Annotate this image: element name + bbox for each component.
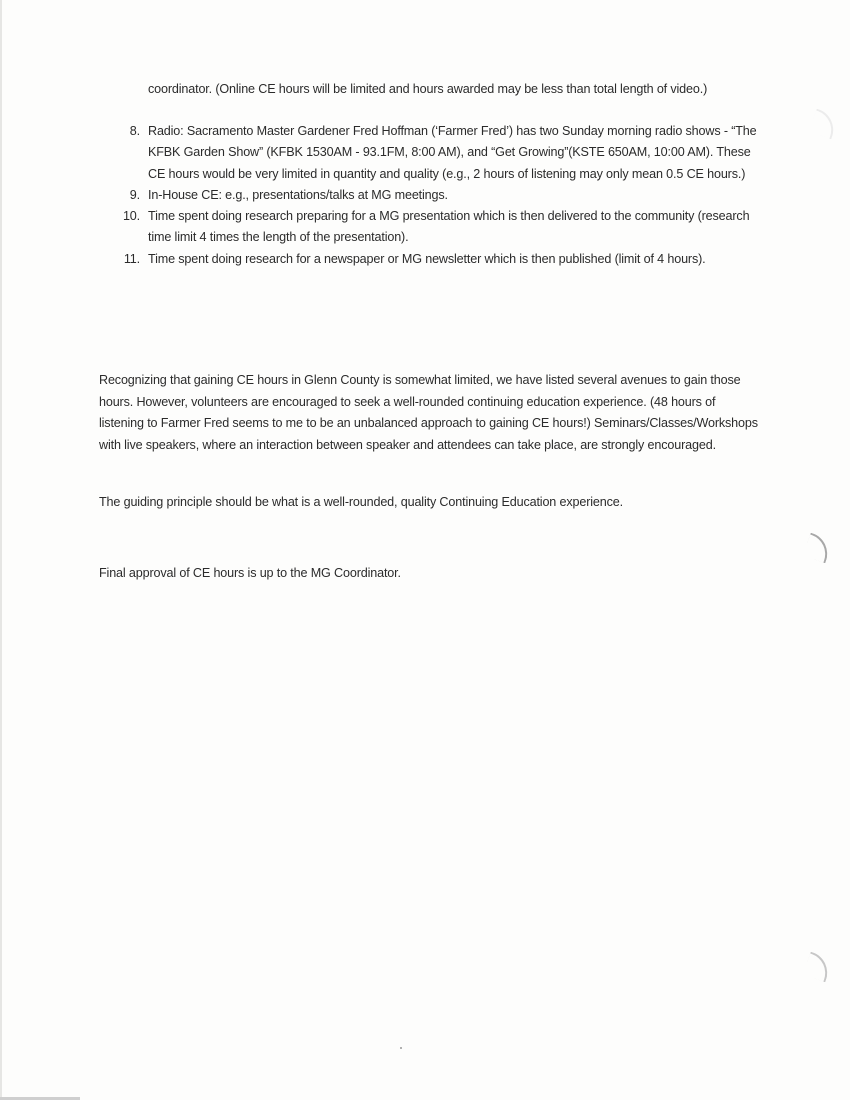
list-item [100,249,760,270]
scan-edge [0,0,2,1100]
punch-hole-mark [803,952,834,983]
list-number: 9. [129,187,140,202]
list-text: In-House CE: e.g., presentations/talks at MG meetings. [148,187,448,202]
paragraph-final-approval: Final approval of CE hours is up to the MG Coordinator. [99,566,401,580]
paragraph-recognizing: Recognizing that gaining CE hours in Glenn County is somewhat limited, we have listed several avenues to gain those hours. However, volunteers are encouraged to seek a well-rounded continuing education experience. (48 hours of listening to Farmer Fred seems to me to be an unbalanced approach to gaining CE hours!) Seminars/Classes/Workshops with live speakers, where an interaction between speaker and attendees can take place, are strongly encouraged. [99,373,758,452]
list-item [100,185,760,206]
list-text: Time spent doing research preparing for a MG presentation which is then delivered to the community (research time limit 4 times the length of the presentation). [148,209,750,245]
list-item [100,206,760,249]
list-text: Radio: Sacramento Master Gardener Fred Hoffman (‘Farmer Fred’) has two Sunday morning radio shows - “The KFBK Garden Show” (KFBK 1530AM - 93.1FM, 8:00 AM), and “Get Growing”(KSTE 650AM, 10:00 AM). These CE hours would be very limited in quantity and quality (e.g., 2 hours of listening may only mean 0.5 CE hours.) [148,124,757,181]
punch-hole-mark [803,533,834,564]
punch-hole-mark [809,109,840,140]
scan-speck [400,1047,402,1049]
list-continuation: coordinator. (Online CE hours will be limited and hours awarded may be less than total length of video.) [148,82,708,96]
ce-list [100,121,760,270]
list-item [100,121,760,185]
list-number: 8. [129,124,140,138]
list-number: 11. [123,251,140,266]
list-text: Time spent doing research for a newspaper or MG newsletter which is then published (limit of 4 hours). [148,251,706,266]
list-number: 10. [122,209,140,224]
paragraph-guiding-principle: The guiding principle should be what is a well-rounded, quality Continuing Education experience. [99,495,623,509]
